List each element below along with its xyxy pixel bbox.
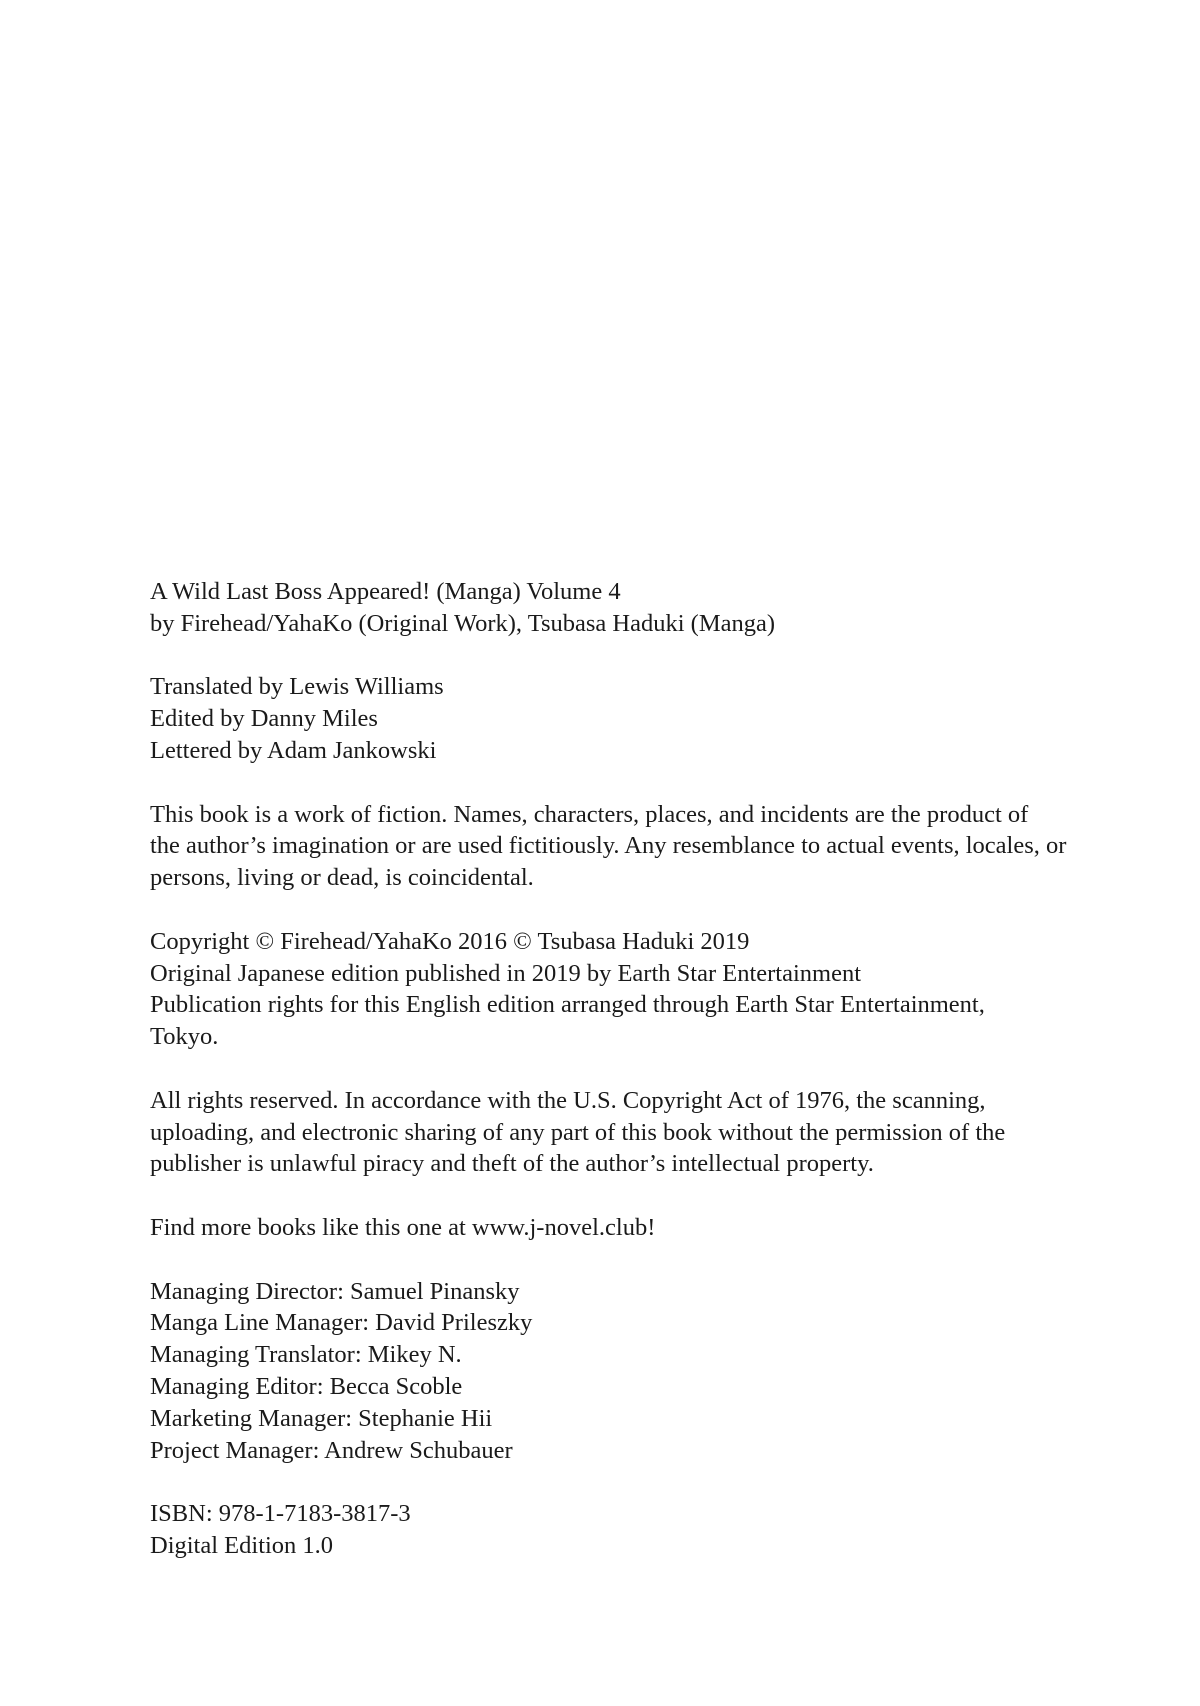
rights-line: All rights reserved. In accordance with the U.S. Copyright Act of 1976, the scanning, [150,1086,986,1114]
original-edition-line: Original Japanese edition published in 2019 by Earth Star Entertainment [150,959,862,987]
copyright-text-column [150,576,1150,1562]
copyright-block [150,926,1150,1053]
publication-rights-line: Publication rights for this English edition arranged through Earth Star Entertainment, [150,991,985,1019]
letterer-credit: Lettered by Adam Jankowski [150,736,437,764]
fiction-notice-line: persons, living or dead, is coincidental. [150,864,534,892]
publication-rights-line: Tokyo. [150,1023,219,1051]
fiction-notice [150,799,1150,894]
book-authors: by Firehead/YahaKo (Original Work), Tsubasa Haduki (Manga) [150,609,776,637]
staff-managing-translator: Managing Translator: Mikey N. [150,1341,462,1369]
website-block [150,1212,1150,1244]
staff-marketing-manager: Marketing Manager: Stephanie Hii [150,1404,493,1432]
rights-line: uploading, and electronic sharing of any part of this book without the permission of the [150,1118,1006,1146]
edition-block [150,1498,1150,1562]
fiction-notice-line: This book is a work of fiction. Names, characters, places, and incidents are the product of [150,800,1029,828]
rights-reserved-block [150,1085,1150,1180]
staff-managing-editor: Managing Editor: Becca Scoble [150,1372,463,1400]
title-block [150,576,1150,640]
staff-project-manager: Project Manager: Andrew Schubauer [150,1436,513,1464]
credits-block [150,671,1150,766]
staff-block [150,1276,1150,1467]
translator-credit: Translated by Lewis Williams [150,673,444,701]
rights-line: publisher is unlawful piracy and theft of the author’s intellectual property. [150,1150,874,1178]
website-line: Find more books like this one at www.j-novel.club! [150,1213,656,1241]
copyright-line: Copyright © Firehead/YahaKo 2016 © Tsubasa Haduki 2019 [150,927,750,955]
digital-edition-line: Digital Edition 1.0 [150,1531,334,1559]
editor-credit: Edited by Danny Miles [150,705,378,733]
staff-managing-director: Managing Director: Samuel Pinansky [150,1277,520,1305]
staff-manga-line-manager: Manga Line Manager: David Prileszky [150,1309,533,1337]
isbn-line: ISBN: 978-1-7183-3817-3 [150,1500,411,1528]
book-title: A Wild Last Boss Appeared! (Manga) Volume 4 [150,578,621,605]
fiction-notice-line: the author’s imagination or are used fictitiously. Any resemblance to actual events, locales, or [150,832,1067,860]
